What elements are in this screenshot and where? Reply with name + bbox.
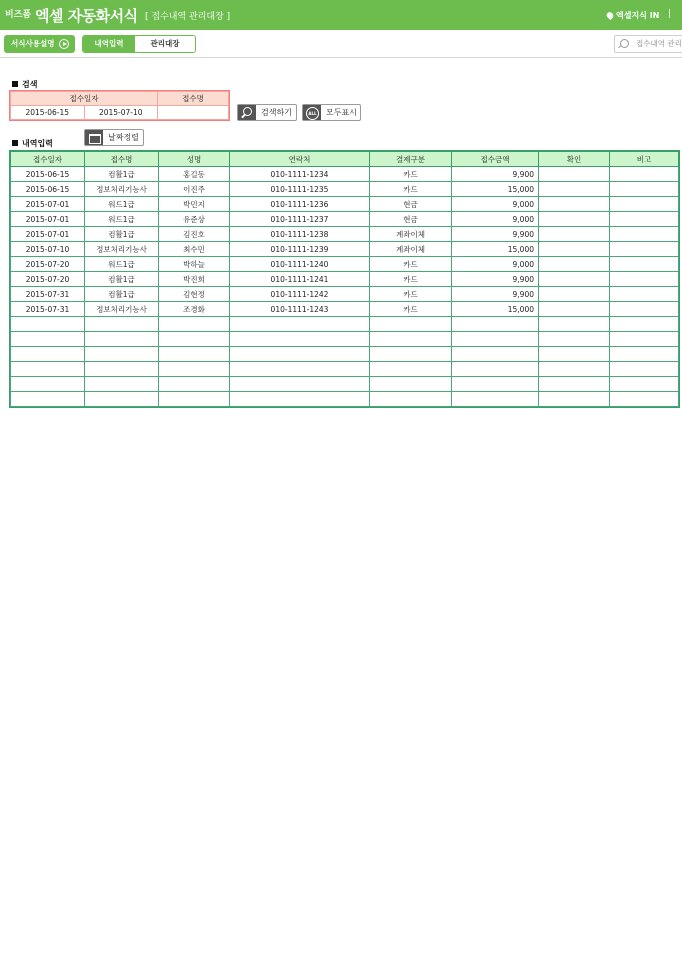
cell-confirm[interactable] <box>539 332 610 347</box>
search-date-to[interactable]: 2015-07-10 <box>84 106 158 120</box>
cell-contact[interactable]: 010-1111-1238 <box>230 227 370 242</box>
all-circle-icon <box>303 105 321 120</box>
cell-payment-type[interactable]: 계좌이체 <box>370 242 452 257</box>
cell-person-name[interactable]: 김현정 <box>159 287 230 302</box>
excel-knowledge-link[interactable] <box>607 10 659 21</box>
cell-note[interactable] <box>610 167 679 182</box>
cell-confirm[interactable] <box>539 227 610 242</box>
cell-note[interactable] <box>610 377 679 392</box>
column-header-confirm: 확인 <box>539 152 610 167</box>
cell-payment-type[interactable] <box>370 347 452 362</box>
show-all-button-label: 모두표시 <box>326 108 357 117</box>
cell-amount[interactable]: 9,000 <box>452 212 539 227</box>
cell-note[interactable] <box>610 272 679 287</box>
cell-contact[interactable] <box>230 377 370 392</box>
cell-confirm[interactable] <box>539 272 610 287</box>
cell-receipt-name[interactable] <box>85 332 159 347</box>
cell-amount[interactable]: 9,900 <box>452 287 539 302</box>
cell-receipt-date[interactable]: 2015-06-15 <box>11 182 85 197</box>
cell-amount[interactable]: 9,900 <box>452 227 539 242</box>
cell-contact[interactable]: 010-1111-1239 <box>230 242 370 257</box>
table-row <box>11 182 679 197</box>
cell-contact[interactable]: 010-1111-1241 <box>230 272 370 287</box>
cell-contact[interactable]: 010-1111-1237 <box>230 212 370 227</box>
cell-person-name[interactable] <box>159 347 230 362</box>
cell-receipt-name[interactable]: 컴활1급 <box>85 287 159 302</box>
cell-receipt-name[interactable] <box>85 362 159 377</box>
cell-confirm[interactable] <box>539 287 610 302</box>
tab-entry-input[interactable]: 내역입력 <box>83 36 135 52</box>
cell-amount[interactable]: 15,000 <box>452 302 539 317</box>
cell-note[interactable] <box>610 302 679 317</box>
play-circle-icon <box>59 39 69 49</box>
cell-payment-type[interactable]: 현금 <box>370 212 452 227</box>
cell-receipt-name[interactable] <box>85 317 159 332</box>
cell-amount[interactable]: 15,000 <box>452 182 539 197</box>
cell-receipt-name[interactable] <box>85 392 159 407</box>
cell-receipt-date[interactable] <box>11 332 85 347</box>
cell-receipt-date[interactable]: 2015-07-01 <box>11 197 85 212</box>
cell-receipt-date[interactable]: 2015-07-01 <box>11 227 85 242</box>
search-button[interactable] <box>237 104 297 121</box>
square-bullet-icon <box>12 140 18 146</box>
cell-receipt-name[interactable]: 컴활1급 <box>85 227 159 242</box>
cell-receipt-name[interactable]: 워드1급 <box>85 212 159 227</box>
cell-amount[interactable]: 9,900 <box>452 167 539 182</box>
toolbar <box>0 30 682 58</box>
search-icon <box>620 39 629 48</box>
cell-receipt-date[interactable]: 2015-07-01 <box>11 212 85 227</box>
column-header-payment-type: 결제구분 <box>370 152 452 167</box>
table-row <box>11 332 679 347</box>
cell-payment-type[interactable]: 카드 <box>370 302 452 317</box>
cell-receipt-date[interactable] <box>11 347 85 362</box>
cell-confirm[interactable] <box>539 302 610 317</box>
cell-confirm[interactable] <box>539 212 610 227</box>
column-header-person-name: 성명 <box>159 152 230 167</box>
cell-contact[interactable] <box>230 332 370 347</box>
list-section-title <box>12 138 53 149</box>
cell-note[interactable] <box>610 182 679 197</box>
cell-note[interactable] <box>610 212 679 227</box>
cell-receipt-name[interactable]: 워드1급 <box>85 257 159 272</box>
cell-payment-type[interactable] <box>370 362 452 377</box>
cell-contact[interactable] <box>230 362 370 377</box>
cell-note[interactable] <box>610 392 679 407</box>
cell-person-name[interactable] <box>159 332 230 347</box>
cell-payment-type[interactable]: 카드 <box>370 257 452 272</box>
cell-note[interactable] <box>610 257 679 272</box>
location-pin-icon <box>605 11 614 20</box>
cell-confirm[interactable] <box>539 257 610 272</box>
search-criteria-panel <box>9 90 230 121</box>
table-row <box>11 347 679 362</box>
cell-confirm[interactable] <box>539 197 610 212</box>
search-name-field[interactable] <box>158 106 229 120</box>
cell-note[interactable] <box>610 287 679 302</box>
cell-receipt-date[interactable]: 2015-07-10 <box>11 242 85 257</box>
cell-amount[interactable]: 9,000 <box>452 257 539 272</box>
brand-title: 엑셀 자동화서식 <box>35 7 138 25</box>
cell-note[interactable] <box>610 332 679 347</box>
cell-confirm[interactable] <box>539 182 610 197</box>
cell-contact[interactable]: 010-1111-1240 <box>230 257 370 272</box>
cell-amount[interactable] <box>452 377 539 392</box>
cell-payment-type[interactable] <box>370 317 452 332</box>
list-section-label: 내역입력 <box>22 139 53 148</box>
column-header-amount: 접수금액 <box>452 152 539 167</box>
cell-contact[interactable] <box>230 347 370 362</box>
cell-confirm[interactable] <box>539 392 610 407</box>
usage-guide-button[interactable] <box>4 35 75 53</box>
table-row <box>11 272 679 287</box>
excel-knowledge-label: 엑셀지식 IN <box>616 11 660 20</box>
table-row <box>11 197 679 212</box>
search-section-title <box>12 79 37 90</box>
entry-table <box>9 150 680 408</box>
cell-person-name[interactable] <box>159 362 230 377</box>
cell-receipt-date[interactable]: 2015-07-20 <box>11 272 85 287</box>
cell-person-name[interactable] <box>159 377 230 392</box>
cell-receipt-date[interactable]: 2015-07-31 <box>11 287 85 302</box>
square-bullet-icon <box>12 81 18 87</box>
cell-receipt-name[interactable]: 워드1급 <box>85 197 159 212</box>
header-separator: | <box>668 9 672 19</box>
cell-payment-type[interactable] <box>370 392 452 407</box>
cell-receipt-date[interactable] <box>11 317 85 332</box>
table-row <box>11 242 679 257</box>
cell-contact[interactable]: 010-1111-1243 <box>230 302 370 317</box>
cell-receipt-name[interactable]: 정보처리기능사 <box>85 182 159 197</box>
cell-payment-type[interactable] <box>370 377 452 392</box>
table-row <box>11 227 679 242</box>
cell-amount[interactable] <box>452 392 539 407</box>
cell-payment-type[interactable]: 카드 <box>370 182 452 197</box>
table-row <box>11 257 679 272</box>
cell-receipt-name[interactable]: 정보처리기능사 <box>85 302 159 317</box>
search-section-label: 검색 <box>22 80 38 89</box>
cell-person-name[interactable] <box>159 392 230 407</box>
table-row <box>11 362 679 377</box>
cell-receipt-name[interactable] <box>85 347 159 362</box>
cell-contact[interactable] <box>230 392 370 407</box>
cell-person-name[interactable]: 김진호 <box>159 227 230 242</box>
cell-receipt-name[interactable]: 컴활1급 <box>85 272 159 287</box>
cell-person-name[interactable]: 최수민 <box>159 242 230 257</box>
cell-person-name[interactable] <box>159 317 230 332</box>
global-search-placeholder: 접수내역 관리 <box>636 39 682 48</box>
cell-amount[interactable]: 9,900 <box>452 272 539 287</box>
date-sort-button[interactable] <box>84 129 144 146</box>
cell-receipt-date[interactable] <box>11 377 85 392</box>
table-row <box>11 317 679 332</box>
cell-payment-type[interactable]: 계좌이체 <box>370 227 452 242</box>
cell-contact[interactable]: 010-1111-1234 <box>230 167 370 182</box>
magnifier-icon <box>238 105 256 120</box>
cell-confirm[interactable] <box>539 377 610 392</box>
table-row <box>11 167 679 182</box>
table-body <box>11 167 679 407</box>
view-tabs <box>82 35 196 53</box>
cell-person-name[interactable]: 박하늘 <box>159 257 230 272</box>
cell-person-name[interactable]: 박민지 <box>159 197 230 212</box>
cell-receipt-name[interactable] <box>85 377 159 392</box>
column-header-receipt-date: 접수일자 <box>11 152 85 167</box>
cell-person-name[interactable]: 이진주 <box>159 182 230 197</box>
cell-note[interactable] <box>610 317 679 332</box>
cell-note[interactable] <box>610 197 679 212</box>
cell-contact[interactable]: 010-1111-1235 <box>230 182 370 197</box>
cell-amount[interactable] <box>452 317 539 332</box>
table-row <box>11 212 679 227</box>
document-title: [ 접수내역 관리대장 ] <box>145 12 231 22</box>
cell-receipt-date[interactable]: 2015-07-31 <box>11 302 85 317</box>
cell-note[interactable] <box>610 362 679 377</box>
cell-amount[interactable]: 15,000 <box>452 242 539 257</box>
cell-confirm[interactable] <box>539 317 610 332</box>
search-name-header: 접수명 <box>158 92 229 106</box>
table-row <box>11 287 679 302</box>
cell-receipt-date[interactable]: 2015-06-15 <box>11 167 85 182</box>
cell-payment-type[interactable]: 카드 <box>370 272 452 287</box>
cell-confirm[interactable] <box>539 167 610 182</box>
column-header-contact: 연락처 <box>230 152 370 167</box>
cell-note[interactable] <box>610 347 679 362</box>
table-row <box>11 302 679 317</box>
cell-payment-type[interactable] <box>370 332 452 347</box>
cell-payment-type[interactable]: 카드 <box>370 287 452 302</box>
cell-person-name[interactable]: 박진희 <box>159 272 230 287</box>
cell-confirm[interactable] <box>539 362 610 377</box>
cell-confirm[interactable] <box>539 347 610 362</box>
cell-receipt-name[interactable]: 정보처리기능사 <box>85 242 159 257</box>
brand-logo-small: 비즈폼 <box>5 10 32 20</box>
cell-payment-type[interactable]: 카드 <box>370 167 452 182</box>
show-all-button[interactable] <box>302 104 361 121</box>
table-row <box>11 377 679 392</box>
cell-receipt-date[interactable] <box>11 392 85 407</box>
cell-note[interactable] <box>610 227 679 242</box>
cell-amount[interactable] <box>452 332 539 347</box>
usage-guide-label: 서식사용설명 <box>11 39 55 48</box>
cell-payment-type[interactable]: 현금 <box>370 197 452 212</box>
cell-contact[interactable]: 010-1111-1236 <box>230 197 370 212</box>
cell-receipt-date[interactable]: 2015-07-20 <box>11 257 85 272</box>
column-header-receipt-name: 접수명 <box>85 152 159 167</box>
cell-amount[interactable] <box>452 362 539 377</box>
table-header-row <box>11 152 679 167</box>
tab-management-ledger[interactable]: 관리대장 <box>135 36 195 52</box>
global-search-input[interactable] <box>614 35 682 53</box>
search-date-header: 접수일자 <box>11 92 158 106</box>
cell-contact[interactable] <box>230 317 370 332</box>
cell-person-name[interactable]: 유준상 <box>159 212 230 227</box>
cell-person-name[interactable]: 조경화 <box>159 302 230 317</box>
cell-receipt-date[interactable] <box>11 362 85 377</box>
app-header <box>0 0 682 30</box>
search-button-label: 검색하기 <box>261 108 292 117</box>
cell-amount[interactable]: 9,000 <box>452 197 539 212</box>
cell-receipt-name[interactable]: 컴활1급 <box>85 167 159 182</box>
cell-amount[interactable] <box>452 347 539 362</box>
cell-person-name[interactable]: 홍길동 <box>159 167 230 182</box>
table-row <box>11 392 679 407</box>
cell-contact[interactable]: 010-1111-1242 <box>230 287 370 302</box>
cell-note[interactable] <box>610 242 679 257</box>
search-date-from[interactable]: 2015-06-15 <box>11 106 85 120</box>
calendar-icon <box>85 130 103 145</box>
date-sort-button-label: 날짜정렬 <box>108 133 139 142</box>
cell-confirm[interactable] <box>539 242 610 257</box>
column-header-note: 비고 <box>610 152 679 167</box>
